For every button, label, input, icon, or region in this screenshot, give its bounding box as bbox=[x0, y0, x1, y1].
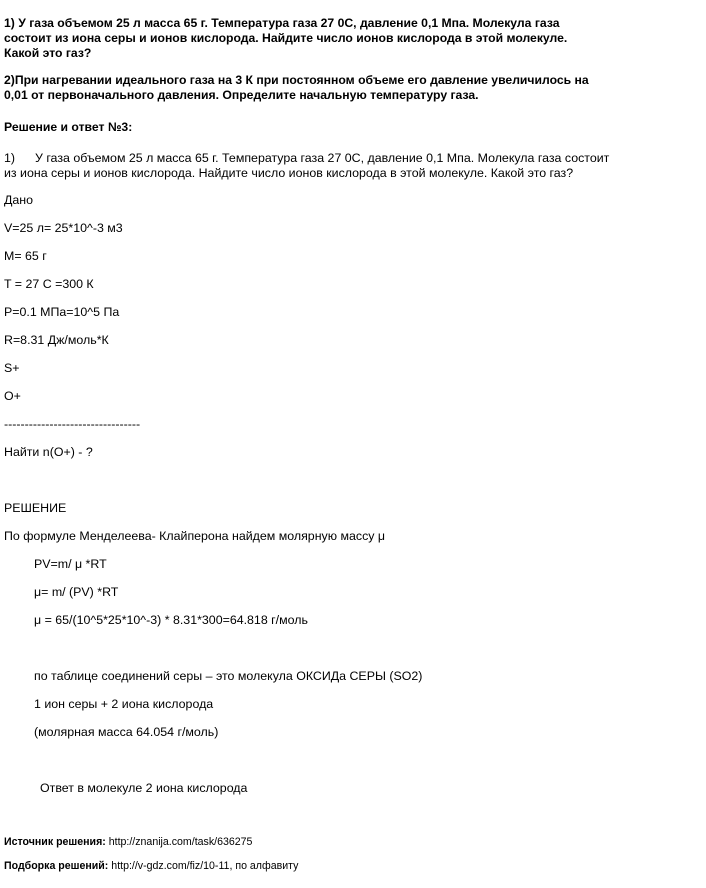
task1-line-1: 1) У газа объемом 25 л масса 65 г. Температура газа 27 0С, давление 0,1 Мпа. Молекула газа bbox=[4, 16, 560, 30]
find-line: Найти n(O+) - ? bbox=[4, 445, 93, 459]
given-temperature: T = 27 С =300 К bbox=[4, 277, 94, 291]
composition-line: 1 ион серы + 2 иона кислорода bbox=[34, 697, 214, 711]
formula-molar-mass: μ= m/ (PV) *RT bbox=[34, 585, 119, 599]
source-url[interactable]: http://znanija.com/task/636275 bbox=[108, 836, 253, 848]
formula-intro: По формуле Менделеева- Клайперона найдем молярную массу μ bbox=[4, 529, 386, 543]
solution-heading: Решение и ответ №3: bbox=[4, 120, 133, 134]
source-label: Источник решения: bbox=[4, 836, 106, 848]
given-label: Дано bbox=[4, 193, 34, 207]
solution-number: 1) bbox=[4, 151, 16, 165]
given-mass: M= 65 г bbox=[4, 249, 47, 263]
table-note: по таблице соединений серы – это молекула ОКСИДа СЕРЫ (SO2) bbox=[34, 669, 423, 683]
solution-statement-line-2: из иона серы и ионов кислорода. Найдите число ионов кислорода в этой молекуле. Какой это газ? bbox=[4, 166, 574, 180]
selection-url[interactable]: http://v-gdz.com/fiz/10-11, по алфавиту bbox=[111, 860, 299, 872]
given-sulfur-ion: S+ bbox=[4, 361, 20, 375]
selection-label: Подборка решений: bbox=[4, 860, 109, 872]
source-line bbox=[4, 836, 252, 849]
task1-line-3: Какой это газ? bbox=[4, 46, 92, 60]
given-oxygen-ion: O+ bbox=[4, 389, 21, 403]
molar-mass-line: (молярная масса 64.054 г/моль) bbox=[34, 725, 219, 739]
answer-line: Ответ в молекуле 2 иона кислорода bbox=[40, 781, 248, 795]
divider-line: --------------------------------- bbox=[4, 417, 141, 431]
formula-ideal-gas: PV=m/ μ *RT bbox=[34, 557, 107, 571]
solution-label: РЕШЕНИЕ bbox=[4, 501, 67, 515]
given-pressure: P=0.1 МПа=10^5 Па bbox=[4, 305, 120, 319]
solution-statement-text: У газа объемом 25 л масса 65 г. Температура газа 27 0С, давление 0,1 Мпа. Молекула газа состоит bbox=[35, 151, 610, 165]
task1-line-2: состоит из иона серы и ионов кислорода. Найдите число ионов кислорода в этой молекуле. bbox=[4, 31, 568, 45]
task2-line-1: 2)При нагревании идеального газа на 3 К при постоянном объеме его давление увеличилось на bbox=[4, 73, 589, 87]
selection-line bbox=[4, 860, 298, 873]
formula-calculation: μ = 65/(10^5*25*10^-3) * 8.31*300=64.818 г/моль bbox=[34, 613, 308, 627]
task2-line-2: 0,01 от первоначального давления. Определите начальную температуру газа. bbox=[4, 88, 479, 102]
given-volume: V=25 л= 25*10^-3 м3 bbox=[4, 221, 123, 235]
given-gas-constant: R=8.31 Дж/моль*К bbox=[4, 333, 109, 347]
solution-statement-line-1 bbox=[4, 151, 609, 165]
